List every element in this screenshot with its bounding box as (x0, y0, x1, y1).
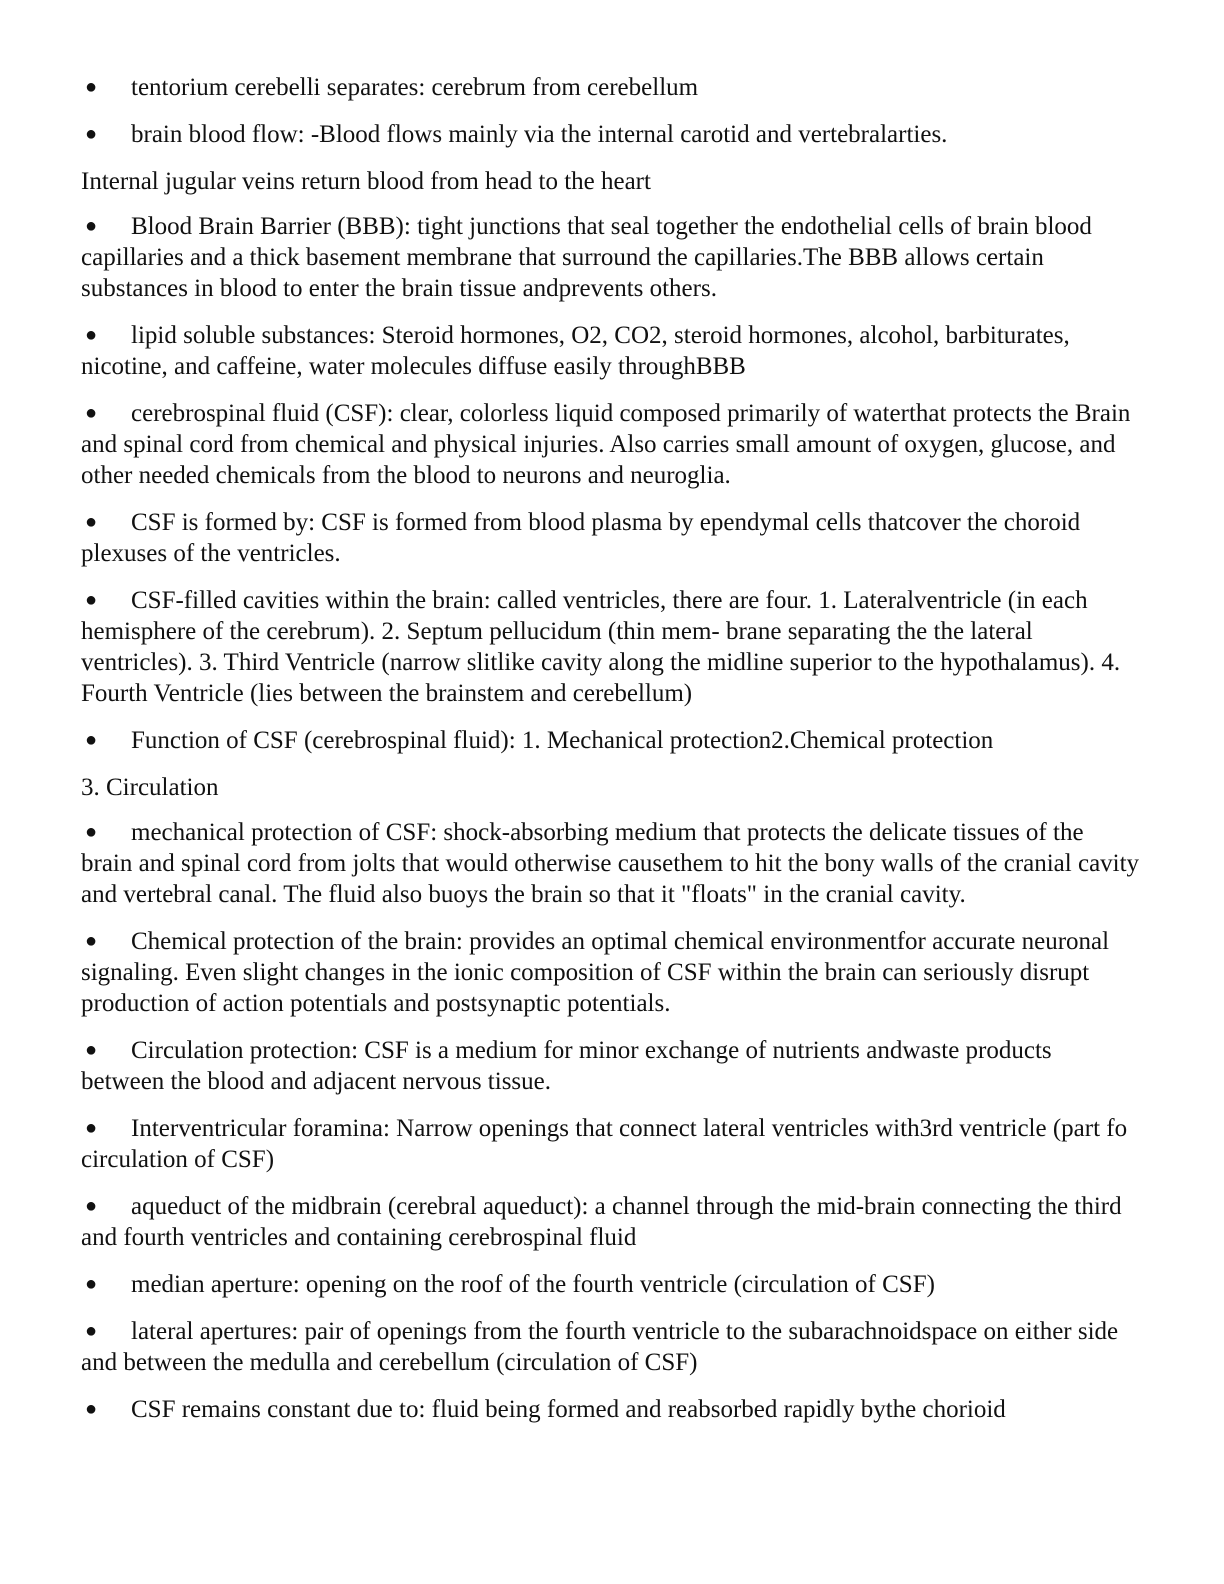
bullet-text: Blood Brain Barrier (BBB): tight junctions that seal together the endothelial cells of brain blood capillaries and a thick basement membrane that surround the capillaries.The BBB allows certain substances in blood to enter the brain tissue andprevents others. (81, 213, 1092, 302)
bullet-text: lateral apertures: pair of openings from the fourth ventricle to the subarachnoidspace on either side and between the medulla and cerebellum (circulation of CSF) (81, 1318, 1119, 1376)
bullet-item (81, 817, 1141, 910)
bullet-item (81, 1394, 1141, 1425)
bullet-icon: ● (85, 1117, 98, 1139)
bullet-icon: ● (85, 1273, 98, 1295)
bullet-icon: ● (85, 1398, 98, 1420)
plain-paragraph: Internal jugular veins return blood from head to the heart (81, 168, 651, 195)
bullet-icon: ● (85, 1320, 98, 1342)
bullet-text: median aperture: opening on the roof of the fourth ventricle (circulation of CSF) (131, 1271, 935, 1298)
bullet-icon: ● (85, 821, 98, 843)
bullet-icon: ● (85, 1195, 98, 1217)
bullet-text: CSF is formed by: CSF is formed from blood plasma by ependymal cells thatcover the choroid plexuses of the ventricles. (81, 509, 1081, 567)
bullet-text: Function of CSF (cerebrospinal fluid): 1. Mechanical protection2.Chemical protection (131, 727, 994, 754)
bullet-icon: ● (85, 1039, 98, 1061)
bullet-item (81, 926, 1141, 1019)
bullet-icon: ● (85, 324, 98, 346)
bullet-text: CSF remains constant due to: fluid being formed and reabsorbed rapidly bythe chorioid (131, 1396, 1006, 1423)
bullet-icon: ● (85, 76, 98, 98)
bullet-text: CSF-filled cavities within the brain: called ventricles, there are four. 1. Lateralventricle (in each hemisphere of the cerebrum). 2. Septum pellucidum (thin mem- brane separating the the lateral ventricles). 3. Third Ventricle (narrow slitlike cavity along the midline superior to the hypothalamus). 4. Fourth Ventricle (lies between the brainstem and cerebellum) (81, 587, 1121, 707)
bullet-item (81, 1113, 1141, 1175)
bullet-item (81, 1316, 1141, 1378)
bullet-text: Interventricular foramina: Narrow openings that connect lateral ventricles with3rd ventricle (part fo circulation of CSF) (81, 1115, 1128, 1173)
bullet-item (81, 585, 1141, 709)
bullet-icon: ● (85, 729, 98, 751)
bullet-item (81, 507, 1141, 569)
bullet-icon: ● (85, 402, 98, 424)
bullet-item (81, 1035, 1141, 1097)
bullet-text: Circulation protection: CSF is a medium for minor exchange of nutrients andwaste products between the blood and adjacent nervous tissue. (81, 1037, 1052, 1095)
bullet-item (81, 725, 1141, 756)
bullet-text: tentorium cerebelli separates: cerebrum from cerebellum (131, 74, 699, 101)
plain-paragraph: 3. Circulation (81, 774, 219, 801)
bullet-item (81, 72, 1141, 103)
bullet-text: Chemical protection of the brain: provides an optimal chemical environmentfor accurate neuronal signaling. Even slight changes in the ionic composition of CSF within the brain can seriously disrupt production of action potentials and postsynaptic potentials. (81, 928, 1110, 1017)
bullet-item (81, 320, 1141, 382)
bullet-text: cerebrospinal fluid (CSF): clear, colorless liquid composed primarily of waterthat protects the Brain and spinal cord from chemical and physical injuries. Also carries small amount of oxygen, glucose, and other needed chemicals from the blood to neurons and neuroglia. (81, 400, 1131, 489)
bullet-icon: ● (85, 215, 98, 237)
bullet-text: brain blood flow: -Blood flows mainly via the internal carotid and vertebralarties. (131, 121, 948, 148)
bullet-item (81, 211, 1141, 304)
bullet-icon: ● (85, 930, 98, 952)
bullet-item (81, 398, 1141, 491)
bullet-text: lipid soluble substances: Steroid hormones, O2, CO2, steroid hormones, alcohol, barbiturates, nicotine, and caffeine, water molecules diffuse easily throughBBB (81, 322, 1070, 380)
bullet-item (81, 1269, 1141, 1300)
document-page (81, 72, 1141, 1441)
bullet-text: mechanical protection of CSF: shock-absorbing medium that protects the delicate tissues of the brain and spinal cord from jolts that would otherwise causethem to hit the bony walls of the cranial cavity and vertebral canal. The fluid also buoys the brain so that it "floats" in the cranial cavity. (81, 819, 1140, 908)
bullet-item (81, 1191, 1141, 1253)
bullet-icon: ● (85, 589, 98, 611)
bullet-item (81, 119, 1141, 150)
bullet-text: aqueduct of the midbrain (cerebral aqueduct): a channel through the mid-brain connecting the third and fourth ventricles and containing cerebrospinal fluid (81, 1193, 1122, 1251)
bullet-icon: ● (85, 123, 98, 145)
bullet-icon: ● (85, 511, 98, 533)
